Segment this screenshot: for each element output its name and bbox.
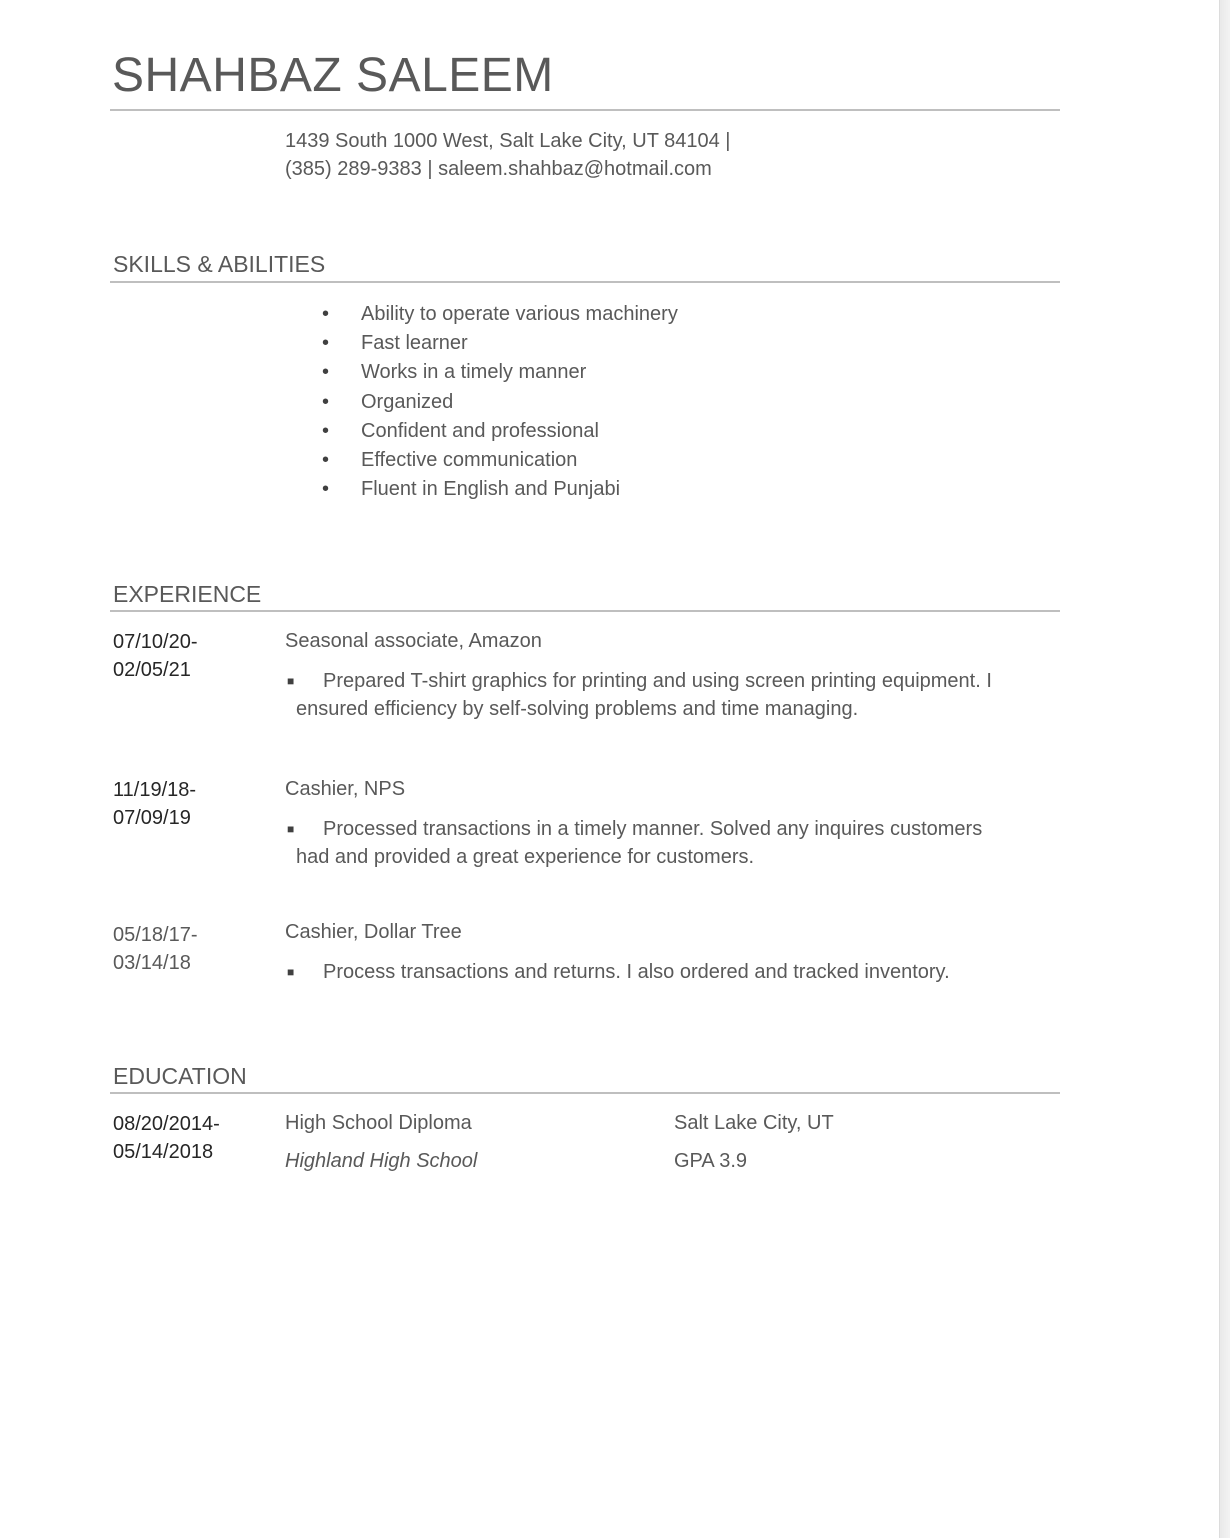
job-start-date: 11/19/18- (113, 779, 197, 801)
job-start-date: 05/18/17- (113, 924, 198, 946)
skill-item: • Organized (320, 388, 678, 417)
education-location: Salt Lake City, UT (674, 1112, 834, 1134)
phone-email-line: (385) 289-9383 | saleem.shahbaz@hotmail.com (285, 158, 712, 180)
skills-list (320, 300, 678, 504)
job-end-date: 02/05/21 (113, 659, 191, 681)
experience-heading: EXPERIENCE (113, 581, 262, 607)
skills-divider (110, 281, 1060, 283)
job-bullet-text: Process transactions and returns. I also ordered and tracked inventory. (323, 961, 950, 983)
job-dates (113, 628, 198, 684)
skill-item: • Fluent in English and Punjabi (320, 475, 678, 504)
job-bullet (285, 815, 1005, 871)
job-start-date: 07/10/20- (113, 631, 198, 653)
skill-item: • Effective communication (320, 446, 678, 475)
page-edge (1219, 0, 1230, 1538)
job-bullet-text: Processed transactions in a timely manner. Solved any inquires customers had and provided a great experience for customers. (296, 818, 983, 868)
job-bullet (285, 667, 1005, 723)
education-gpa: GPA 3.9 (674, 1150, 748, 1172)
job-role: Seasonal associate, Amazon (285, 630, 542, 652)
job-dates (113, 776, 196, 832)
contact-info (285, 127, 730, 183)
job-role: Cashier, NPS (285, 778, 406, 800)
skill-item: • Ability to operate various machinery (320, 300, 678, 329)
square-bullet-icon: ■ (287, 965, 295, 979)
skill-item: • Fast learner (320, 329, 678, 358)
job-end-date: 07/09/19 (113, 807, 191, 829)
education-school: Highland High School (285, 1150, 478, 1172)
job-role: Cashier, Dollar Tree (285, 921, 462, 943)
education-start-date: 08/20/2014- (113, 1113, 220, 1135)
education-end-date: 05/14/2018 (113, 1141, 214, 1163)
resume-name: SHAHBAZ SALEEM (112, 49, 554, 102)
job-dates (113, 921, 198, 977)
skill-item: • Confident and professional (320, 417, 678, 446)
education-heading: EDUCATION (113, 1063, 247, 1089)
square-bullet-icon: ■ (287, 822, 295, 836)
experience-divider (110, 610, 1060, 612)
education-degree: High School Diploma (285, 1112, 472, 1134)
address-line: 1439 South 1000 West, Salt Lake City, UT 84104 | (285, 130, 731, 152)
skill-item: • Works in a timely manner (320, 358, 678, 387)
job-bullet-text: Prepared T-shirt graphics for printing and using screen printing equipment. I ensured efficiency by self-solving problems and time managing. (296, 670, 992, 720)
job-end-date: 03/14/18 (113, 952, 191, 974)
skills-heading: SKILLS & ABILITIES (113, 251, 326, 277)
job-bullet (285, 958, 1045, 986)
header-divider (110, 109, 1060, 111)
education-divider (110, 1092, 1060, 1094)
education-dates (113, 1110, 220, 1166)
square-bullet-icon: ■ (287, 674, 295, 688)
